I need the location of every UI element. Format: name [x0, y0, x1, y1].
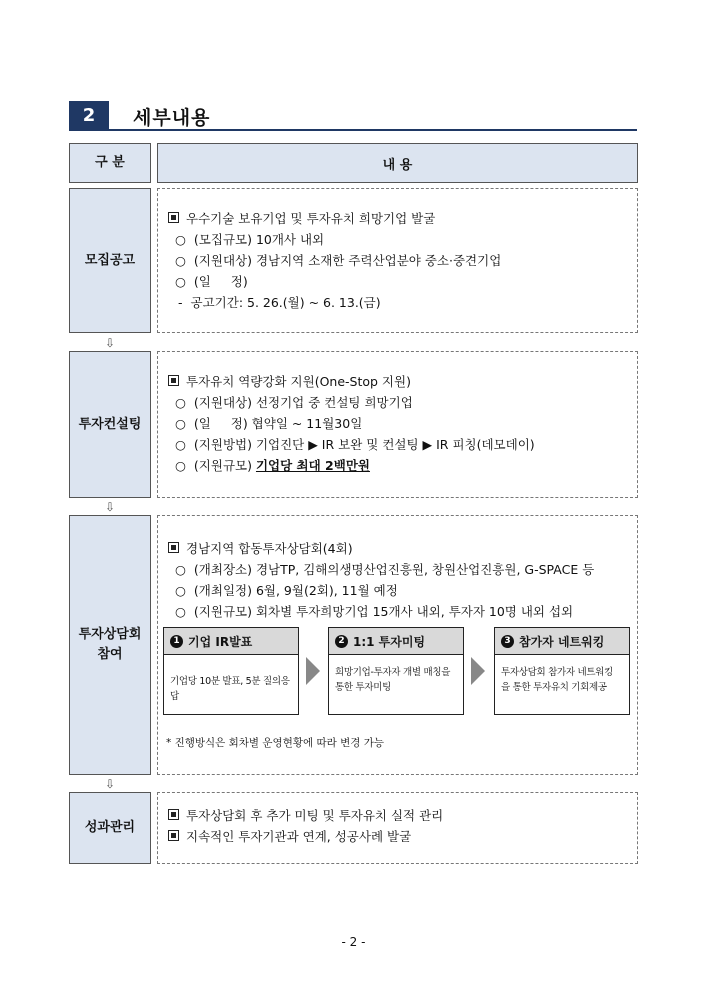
down-arrow-icon: ⇩	[104, 500, 116, 514]
down-arrow-icon: ⇩	[104, 336, 116, 350]
meeting-note: * 진행방식은 회차별 운영현황에 따라 변경 가능	[166, 737, 384, 749]
content-consulting	[157, 351, 638, 498]
consulting-line-5: ○ (지원규모) 기업당 최대 2백만원	[175, 458, 370, 473]
circle-bullet-icon: ○	[175, 562, 186, 577]
category-consulting: 투자컨설팅	[69, 351, 151, 498]
recruit-line-5: - 공고기간: 5. 26.(월) ~ 6. 13.(금)	[178, 295, 381, 310]
step-ir-presentation	[163, 627, 299, 715]
header-content: 내 용	[157, 143, 638, 183]
circle-bullet-icon: ○	[175, 253, 186, 268]
step-header: 3 참가자 네트워킹	[495, 628, 629, 655]
square-bullet-icon	[168, 375, 179, 386]
square-bullet-icon	[168, 830, 179, 841]
section-heading	[69, 101, 637, 131]
section-title: 세부내용	[133, 107, 211, 129]
right-arrow-icon	[471, 657, 485, 685]
square-bullet-icon	[168, 542, 179, 553]
performance-line-2: 지속적인 투자기관과 연계, 성공사례 발굴	[168, 828, 411, 846]
step-desc: 기업당 10분 발표, 5분 질의응답	[170, 676, 290, 702]
section-underline	[109, 129, 637, 131]
dash-bullet-icon: -	[178, 295, 183, 310]
category-meeting	[69, 515, 151, 775]
step-one-on-one-meeting	[328, 627, 464, 715]
category-recruit: 모집공고	[69, 188, 151, 333]
consulting-line-2: ○ (지원대상) 선정기업 중 컨설팅 희망기업	[175, 395, 413, 410]
meeting-line-1: 경남지역 합동투자상담회(4회)	[168, 540, 353, 558]
step-desc: 투자상담회 참가자 네트워킹 을 통한 투자유치 기회제공	[501, 667, 613, 693]
number-2-icon: 2	[335, 635, 348, 648]
recruit-line-4: ○ (일 정)	[175, 274, 248, 289]
recruit-line-3: ○ (지원대상) 경남지역 소재한 주력산업분야 중소·중견기업	[175, 253, 502, 268]
circle-bullet-icon: ○	[175, 395, 186, 410]
consulting-line-4: ○ (지원방법) 기업진단 ▶ IR 보완 및 컨설팅 ▶ IR 피칭(데모데이)	[175, 437, 535, 452]
category-meeting-line1: 투자상담회	[78, 627, 142, 642]
right-arrow-icon	[306, 657, 320, 685]
circle-bullet-icon: ○	[175, 458, 186, 473]
section-number: 2	[69, 101, 109, 131]
step-header: 2 1:1 투자미팅	[329, 628, 463, 655]
category-meeting-line2: 참여	[97, 647, 123, 662]
step-header: 1 기업 IR발표	[164, 628, 298, 655]
down-arrow-icon: ⇩	[104, 777, 116, 791]
circle-bullet-icon: ○	[175, 232, 186, 247]
step-desc: 희망기업-투자자 개별 매칭을 통한 투자미팅	[335, 667, 451, 693]
circle-bullet-icon: ○	[175, 437, 186, 452]
consulting-line-3: ○ (일 정) 협약일 ~ 11월30일	[175, 416, 363, 431]
meeting-line-2: ○ (개최장소) 경남TP, 김해의생명산업진흥원, 창원산업진흥원, G-SPACE 등	[175, 562, 595, 577]
page-number: - 2 -	[341, 935, 366, 949]
square-bullet-icon	[168, 809, 179, 820]
performance-line-1: 투자상담회 후 추가 미팅 및 투자유치 실적 관리	[168, 807, 443, 825]
content-performance	[157, 792, 638, 864]
number-1-icon: 1	[170, 635, 183, 648]
square-bullet-icon	[168, 212, 179, 223]
circle-bullet-icon: ○	[175, 416, 186, 431]
recruit-line-2: ○ (모집규모) 10개사 내외	[175, 232, 325, 247]
content-recruit	[157, 188, 638, 333]
meeting-line-4: ○ (지원규모) 회차별 투자희망기업 15개사 내외, 투자자 10명 내외 섭외	[175, 604, 574, 619]
circle-bullet-icon: ○	[175, 604, 186, 619]
circle-bullet-icon: ○	[175, 583, 186, 598]
recruit-line-1: 우수기술 보유기업 및 투자유치 희망기업 발굴	[168, 210, 435, 228]
meeting-line-3: ○ (개최일정) 6월, 9월(2회), 11월 예정	[175, 583, 398, 598]
number-3-icon: 3	[501, 635, 514, 648]
circle-bullet-icon: ○	[175, 274, 186, 289]
header-category: 구 분	[69, 143, 151, 183]
support-amount: 기업당 최대 2백만원	[255, 458, 370, 473]
consulting-line-1: 투자유치 역량강화 지원(One-Stop 지원)	[168, 373, 411, 391]
category-performance: 성과관리	[69, 792, 151, 864]
step-networking	[494, 627, 630, 715]
